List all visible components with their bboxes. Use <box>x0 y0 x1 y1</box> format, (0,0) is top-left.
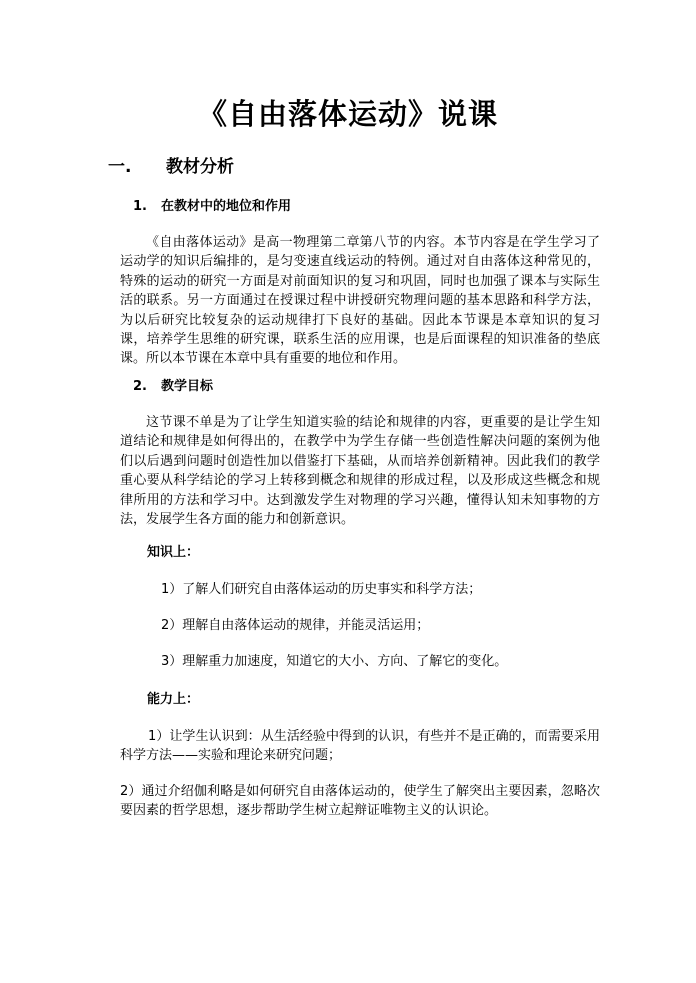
paragraph-position-role: 《自由落体运动》是高一物理第二章第八节的内容。本节内容是在学生学习了运动学的知识后编排的，是匀变速直线运动的特例。通过对自由落体这种常见的，特殊的运动的研究一方面是对前面知识的复习和巩固，同时也加强了课本与实际生活的联系。另一方面通过在授课过程中讲授研究物理问题的基本思路和科学方法，为以后研究比较复杂的运动规律打下良好的基础。因此本节课是本章知识的复习课，培养学生思维的研究课，联系生活的应用课，也是后面课程的知识准备的垫底课。所以本节课在本章中具有重要的地位和作用。 <box>120 235 600 367</box>
paragraph-objectives: 这节课不单是为了让学生知道实验的结论和规律的内容，更重要的是让学生知道结论和规律是如何得出的，在教学中为学生存储一些创造性解决问题的案例为他们以后遇到问题时创造性加以借鉴打下基础，从而培养创新精神。因此我们的教学重心要从科学结论的学习上转移到概念和规律的形成过程，以及形成这些概念和规律所用的方法和学习中。达到激发学生对物理的学习兴趣，懂得认知未知事物的方法，发展学生各方面的能力和创新意识。 <box>120 415 600 528</box>
ability-item-1: 1）让学生认识到：从生活经验中得到的认识，有些并不是正确的，而需要采用科学方法——实验和理论来研究问题； <box>120 729 600 764</box>
knowledge-item-3: 3）理解重力加速度，知道它的大小、方向、了解它的变化。 <box>161 654 508 669</box>
page-title: 《自由落体运动》说课 <box>197 97 498 131</box>
subsection-heading-text: 在教材中的地位和作用 <box>161 199 292 214</box>
subsection-number: 1. <box>133 199 147 214</box>
ability-item-2: 2）通过介绍伽利略是如何研究自由落体运动的，使学生了解突出主要因素，忽略次要因素的哲学思想，逐步帮助学生树立起辩证唯物主义的认识论。 <box>120 784 600 819</box>
subsection-heading-position <box>133 197 291 217</box>
knowledge-item-1: 1）了解人们研究自由落体运动的历史事实和科学方法； <box>161 582 482 597</box>
section-heading-text: 教材分析 <box>166 157 234 177</box>
knowledge-heading: 知识上： <box>147 545 200 560</box>
subsection-heading-objectives <box>133 377 213 397</box>
ability-heading: 能力上： <box>147 692 200 707</box>
section-heading-teaching-material <box>108 155 234 179</box>
section-number: 一. <box>108 157 132 177</box>
subsection-number: 2. <box>133 379 147 394</box>
subsection-heading-text: 教学目标 <box>161 379 214 394</box>
knowledge-item-2: 2）理解自由落体运动的规律，并能灵活运用； <box>161 618 430 633</box>
